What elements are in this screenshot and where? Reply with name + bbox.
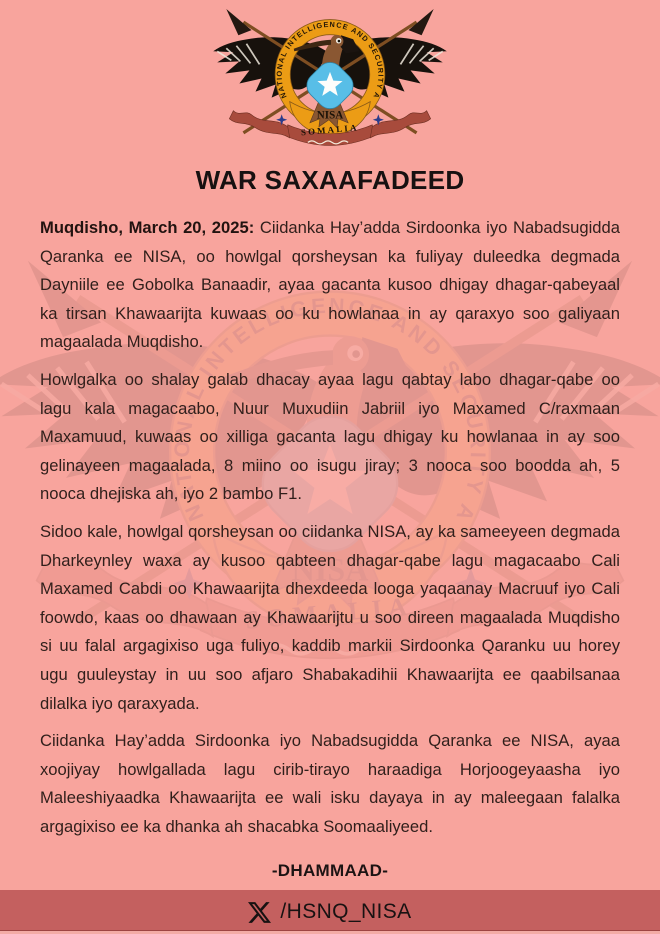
x-logo-icon — [248, 901, 271, 924]
nisa-emblem-icon — [209, 6, 451, 157]
press-paragraph — [40, 518, 620, 718]
press-paragraph — [40, 366, 620, 509]
footer-bar — [0, 890, 660, 934]
end-mark: -DHAMMAAD- — [271, 861, 389, 881]
social-handle: /HSNQ_NISA — [280, 900, 412, 923]
press-paragraph — [40, 214, 620, 357]
paragraph-text: Howlgalka oo shalay galab dhacay ayaa lagu qabtay labo dhagar-qabe oo lagu kala magacaabo, Nuur Muxudiin Jabriil iyo Maxamed C/raxmaan Maxamuud, kuwaas oo xilliga gacanta lagu dhigay ku howlanaa in ay soo gelinayeen magaalada, 8 miino oo isugu jiray; 3 nooca soo boodda ah, 5 nooca dhejiska ah, iyo 2 bambo F1. — [40, 369, 620, 504]
paragraph-text: Sidoo kale, howlgal qorsheysan oo ciidanka NISA, ay ka sameeyeen degmada Dharkeynley waxa ay kusoo qabteen dhagar-qabe lagu magacaabo Cali Maxamed Cabdi oo Khawaarijta dhexdeeda looga yaqaanay Macruuf iyo Cali foowdo, kaas oo dhawaan ay Khawaarijtu u soo direen magaalada Muqdisho si uu falal argagixiso uga fuliyo, kaddib markii Sirdoonka Qaranku uu horey ugu guuleystay in uu soo afjaro Shabakadihii Khawaarijta ee qaabilsanaa dilalka iyo qaraxyada. — [40, 521, 620, 713]
paragraph-text: Ciidanka Hay’adda Sirdoonka iyo Nabadsugidda Qaranka ee NISA, oo howlgal qorsheysan ka fuliyay duleedka degmada Dayniile ee Gobolka Banaadir, ayaa gacanta kusoo dhigay dhagar-qabeyaal ka tirsan Khawaarijta kuwaas oo ku howlanaa in ay qaraxyo soo galiyaan magaalada Muqdisho. — [40, 218, 620, 352]
press-release-body — [0, 196, 660, 881]
page-title: WAR SAXAAFADEED — [195, 165, 465, 195]
paragraph-dateline: Muqdisho, March 20, 2025: — [40, 218, 255, 237]
paragraph-text: Ciidanka Hay’adda Sirdoonka iyo Nabadsugidda Qaranka ee NISA, ayaa xoojiyay howlgallada lagu cirib-tirayo haraadiga Horjoogeyaasha iyo Maleeshiyaadka Khawaarijta ee wali isku dayaya in ay maleegaan falalka argagixiso ee ka dhanka ah shacabka Soomaaliyeed. — [40, 731, 620, 836]
press-paragraph — [40, 727, 620, 841]
